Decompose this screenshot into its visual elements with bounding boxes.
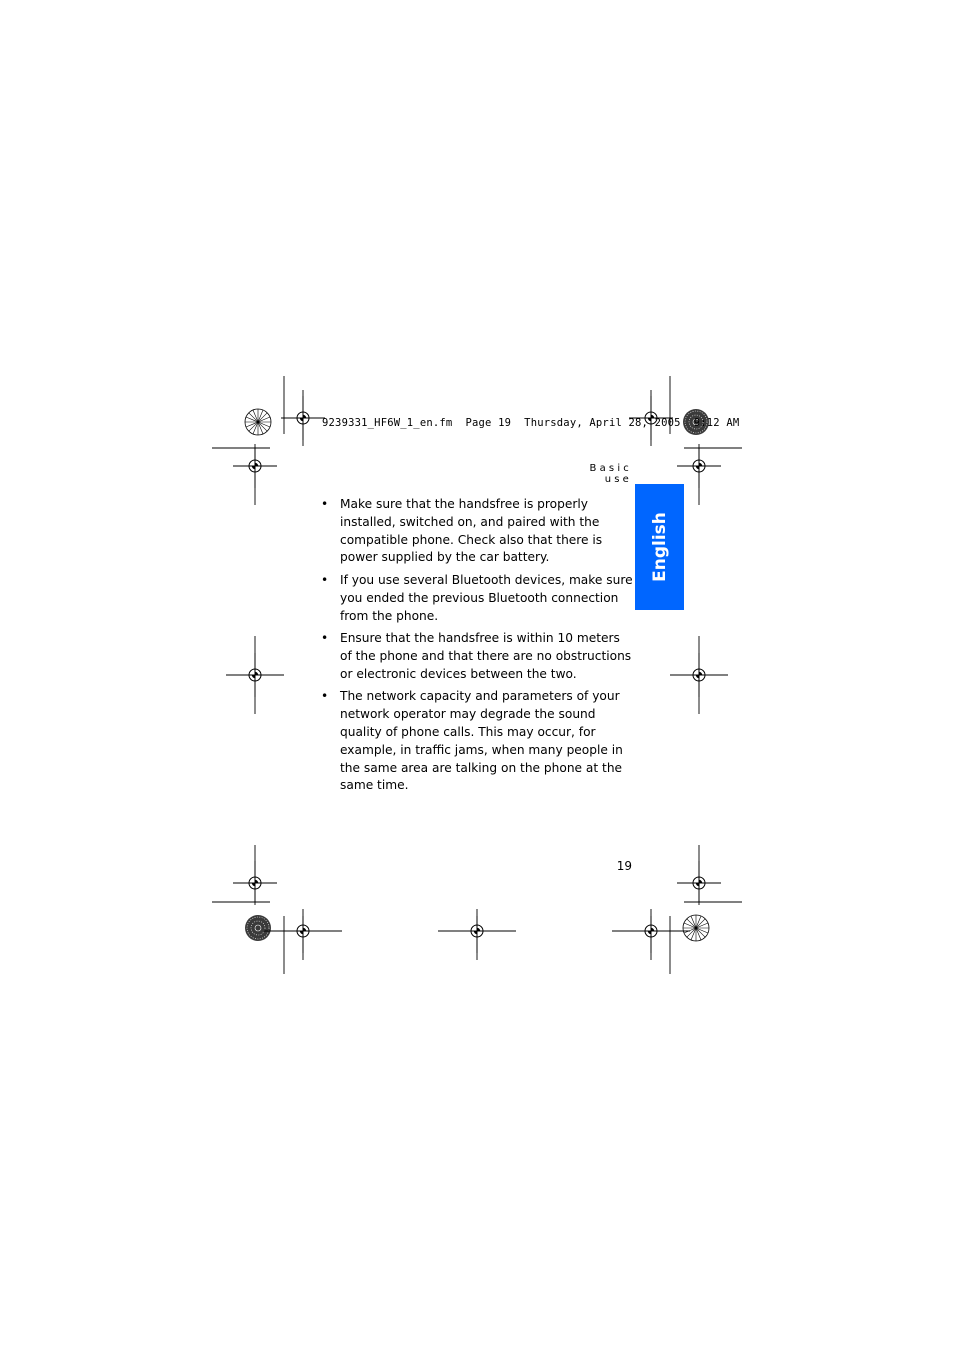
bullet-icon: • — [321, 689, 329, 704]
list-item — [318, 572, 634, 625]
page-number: 19 — [616, 859, 632, 873]
list-item-text: If you use several Bluetooth devices, make sure you ended the previous Bluetooth connection from the phone. — [340, 572, 633, 623]
list-item — [318, 496, 634, 567]
starburst-target-icon — [683, 915, 709, 941]
list-item-text: Make sure that the handsfree is properly installed, switched on, and paired with the compatible phone. Check also that there is power supplied by the car battery. — [340, 497, 603, 565]
bullet-icon: • — [321, 497, 329, 511]
starburst-target-icon — [245, 409, 271, 435]
list-item-text: The network capacity and parameters of your network operator may degrade the sound quality of phone calls. This may occur, for example, in traffic jams, when many people in the same area are talking on the phone at the same time. — [340, 689, 623, 793]
language-tab-label: English — [649, 512, 670, 582]
file-slug-line: 9239331_HF6W_1_en.fm Page 19 Thursday, April 28, 2005 9:12 AM — [322, 417, 740, 429]
list-item — [318, 630, 634, 683]
bullet-icon: • — [321, 631, 329, 646]
list-item — [318, 688, 634, 795]
starburst-target-icon — [245, 915, 271, 941]
troubleshooting-list — [318, 496, 634, 800]
language-tab — [635, 484, 684, 610]
running-header: Basic use — [589, 463, 632, 485]
list-item-text: Ensure that the handsfree is within 10 meters of the phone and that there are no obstructions or electronic devices between the two. — [340, 631, 632, 681]
bullet-icon: • — [321, 572, 329, 587]
